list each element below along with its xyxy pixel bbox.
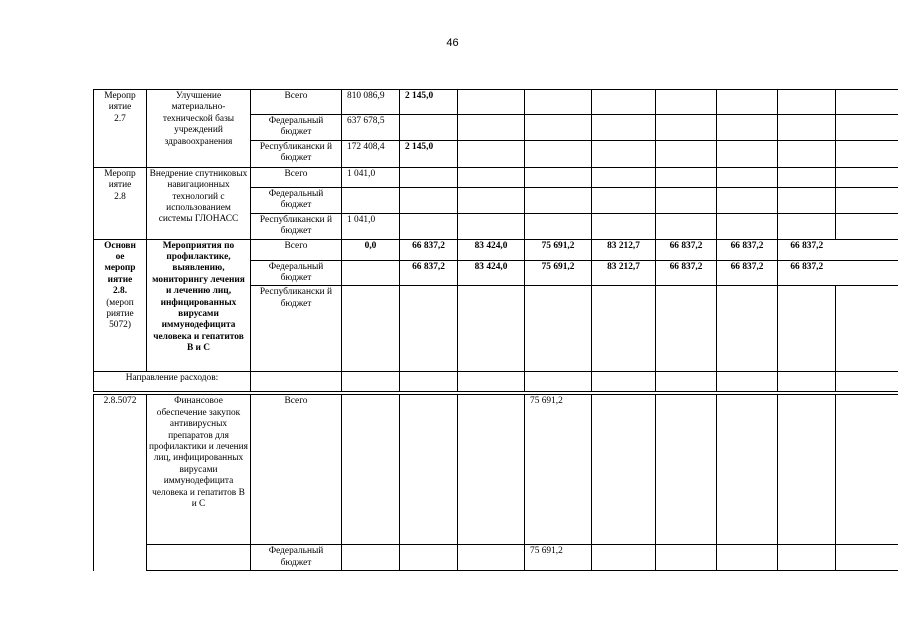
cell-value: 66 837,2: [400, 260, 458, 286]
funding-source: Федеральный бюджет: [251, 545, 342, 571]
cell-value: 66 837,2: [400, 239, 458, 260]
cell-value: 66 837,2: [717, 239, 778, 260]
cell-value: 1 041,0: [342, 213, 400, 239]
funding-source: Всего: [251, 167, 342, 187]
cell-value: 810 086,9: [342, 90, 400, 115]
cell-value: 66 837,2: [778, 260, 836, 286]
cell-value: 1 041,0: [342, 167, 400, 187]
funding-source: Республикански й бюджет: [251, 213, 342, 239]
funding-source: Федеральный бюджет: [251, 260, 342, 286]
table-row: [94, 90, 898, 115]
funding-source: Федеральный бюджет: [251, 187, 342, 213]
funding-source: Республикански й бюджет: [251, 286, 342, 372]
row-code: [94, 239, 147, 372]
table-row: [94, 239, 898, 260]
cell-value: 66 837,2: [656, 239, 717, 260]
cell-value: 83 424,0: [458, 260, 525, 286]
row-name: Улучшение материально-технической базы учреждений здравоохранения: [147, 90, 251, 168]
table-row: [94, 372, 898, 392]
funding-source: Федеральный бюджет: [251, 115, 342, 141]
cell-value: [342, 260, 400, 286]
cell-value: 75 691,2: [525, 260, 592, 286]
cell-value: 2 145,0: [400, 90, 458, 115]
row-code: Меропр иятие 2.8: [94, 167, 147, 239]
row-code: 2.8.5072: [94, 395, 147, 571]
cell-value: 83 424,0: [458, 239, 525, 260]
cell-value: 2 145,0: [400, 140, 458, 167]
cell-value: 0,0: [342, 239, 400, 260]
cell-value: [342, 187, 400, 213]
cell-value: 75 691,2: [525, 239, 592, 260]
cell-value: 75 691,2: [525, 395, 592, 545]
funding-source: Всего: [251, 239, 342, 260]
cell-value: 172 408,4: [342, 140, 400, 167]
table-row: [94, 395, 898, 545]
budget-table: [93, 89, 898, 571]
cell-value: 83 212,7: [592, 260, 656, 286]
row-code: Меропр иятие 2.7: [94, 90, 147, 168]
cell-value: 66 837,2: [656, 260, 717, 286]
cell-value: 637 678,5: [342, 115, 400, 141]
main-code: Основн ое меропр иятие 2.8.: [104, 240, 136, 297]
funding-source: Республикански й бюджет: [251, 140, 342, 167]
cell-value: 66 837,2: [717, 260, 778, 286]
cell-value: 66 837,2: [778, 239, 836, 260]
funding-source: Всего: [251, 90, 342, 115]
page-number: 46: [446, 37, 459, 49]
cell-value: 75 691,2: [525, 545, 592, 571]
direction-label: Направление расходов:: [94, 372, 251, 392]
table-row: [94, 167, 898, 187]
row-name: Финансовое обеспечение закупок антивирусных препаратов для профилактики и лечения лиц, инфицированных вирусами иммунодефицита человека и гепатитов В и С: [147, 395, 251, 545]
row-name: Внедрение спутниковых навигационных технологий с использованием системы ГЛОНАСС: [147, 167, 251, 239]
main-code-sub: (мероп риятие 5072): [106, 297, 134, 331]
row-name: Мероприятия по профилактике, выявлению, мониторингу лечения и лечению лиц, инфицированных вирусами иммунодефицита человека и гепатитов В и С: [147, 239, 251, 372]
table-row: [94, 545, 898, 571]
funding-source: Всего: [251, 395, 342, 545]
cell-value: 83 212,7: [592, 239, 656, 260]
cell-value: [400, 115, 458, 141]
